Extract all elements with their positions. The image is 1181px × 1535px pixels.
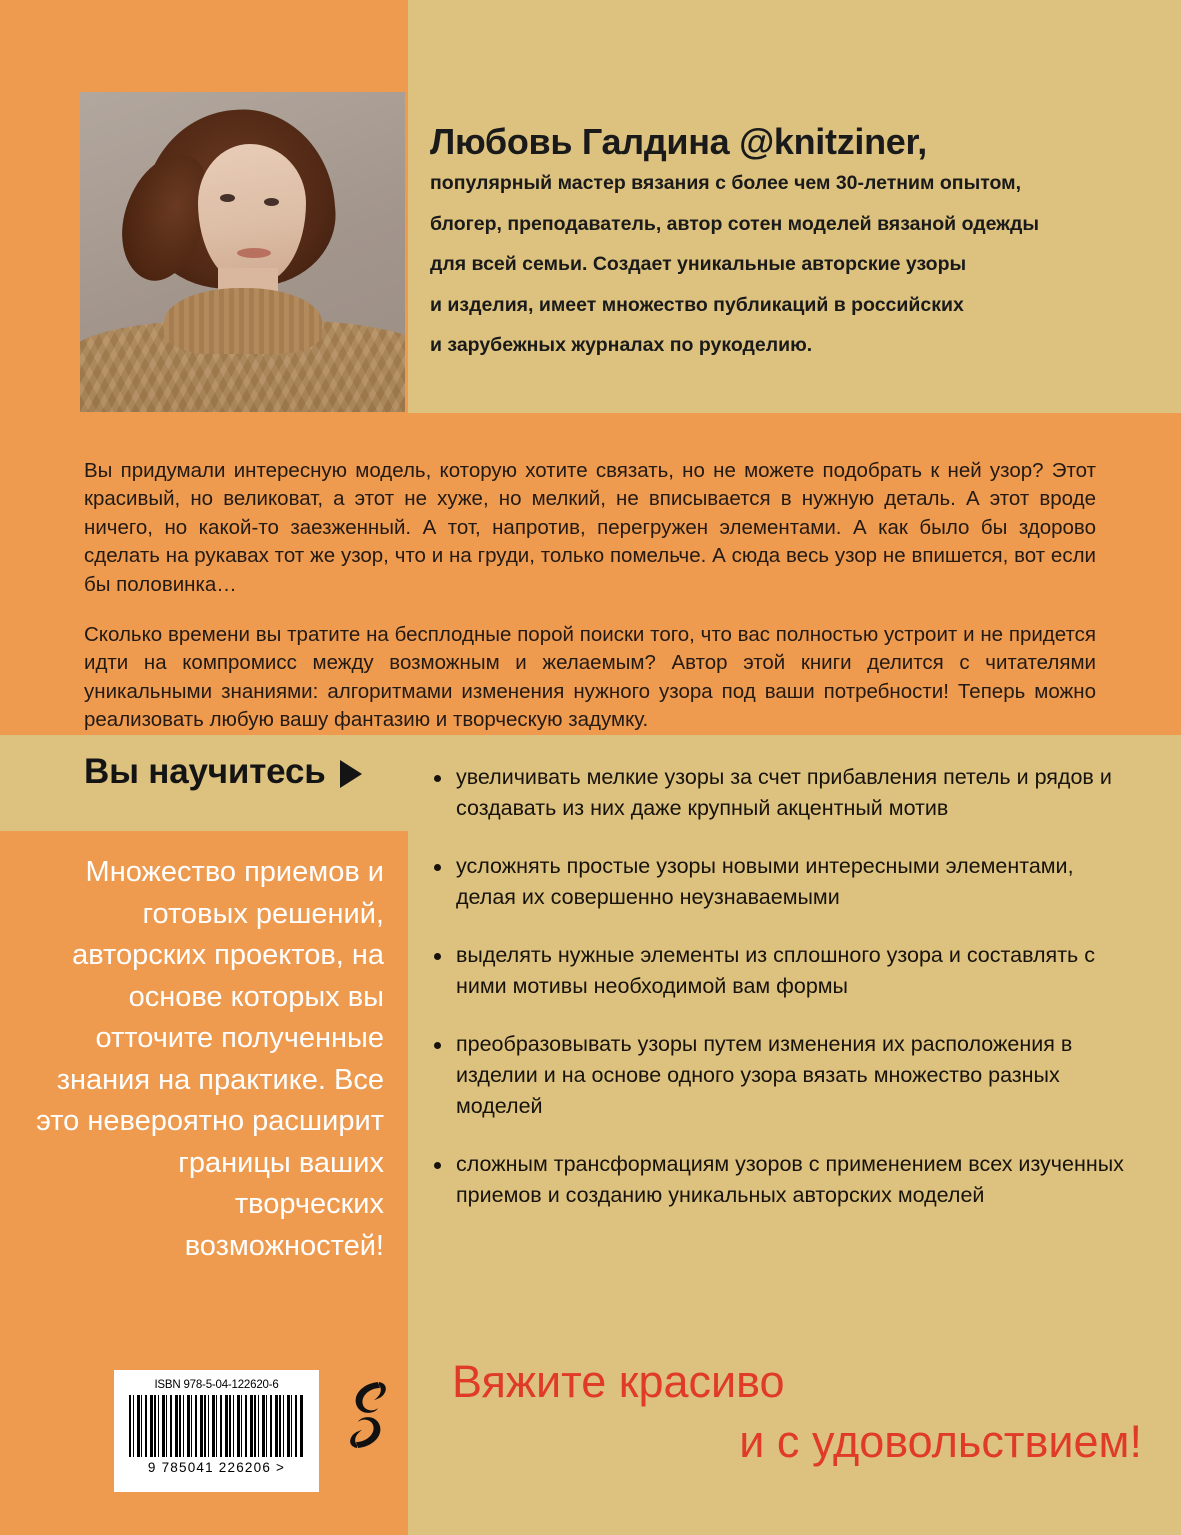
barcode-digits: 9 785041 226206 >: [147, 1460, 286, 1475]
tagline-line-1: Вяжите красиво: [452, 1356, 785, 1407]
learn-header-label: Вы научитесь: [84, 752, 326, 791]
triangle-right-icon: [340, 760, 362, 788]
author-blurb-line: и зарубежных журналах по рукоделию.: [430, 334, 813, 357]
photo-turtleneck-collar: [164, 288, 322, 354]
promo-text: Множество приемов и готовых решений, авторских проектов, на основе которых вы отточите полученные знания на практике. Все это невероятно расширит границы ваших творческих возможностей!: [36, 856, 384, 1262]
author-blurb-line: для всей семьи. Создает уникальные авторские узоры: [430, 253, 967, 276]
barcode-bars: [129, 1395, 304, 1457]
intro-paragraph-1: Вы придумали интересную модель, которую хотите связать, но не можете подобрать к ней узор? Этот красивый, но великоват, а этот не хуже, но мелкий, не вписывается в нужную деталь. А этот вроде ничего, но какой-то заезженный. А тот, напротив, перегружен элементами. А как было бы здорово сделать на рукавах тот же узор, что и на груди, только помельче. А сюда весь узор не впишется, вот если бы половинка…: [84, 458, 1096, 596]
photo-eye-right: [264, 198, 279, 206]
author-photo: [80, 92, 405, 412]
photo-mouth: [237, 248, 271, 258]
list-item: сложным трансформациям узоров с применением всех изученных приемов и созданию уникальных авторских моделей: [432, 1149, 1132, 1211]
eksmo-swirl-logo-icon: [338, 1376, 398, 1454]
author-blurb: [430, 122, 1120, 377]
learn-header: [84, 752, 362, 792]
author-blurb-line: блогер, преподаватель, автор сотен моделей вязаной одежды: [430, 212, 1040, 235]
list-item: увеличивать мелкие узоры за счет прибавления петель и рядов и создавать из них даже крупный акцентный мотив: [432, 762, 1132, 824]
intro-paragraph-2: Сколько времени вы тратите на бесплодные порой поиски того, что вас полностью устроит и не придется идти на компромисс между возможным и желаемым? Автор этой книги делится с читателями уникальными знаниями: алгоритмами изменения нужного узора под ваши потребности! Теперь можно реализовать любую вашу фантазию и творческую задумку.: [84, 622, 1096, 731]
isbn-label: ISBN 978-5-04-122620-6: [154, 1379, 279, 1391]
list-item: усложнять простые узоры новыми интересными элементами, делая их совершенно неузнаваемыми: [432, 851, 1132, 913]
author-blurb-line: и изделия, имеет множество публикаций в российских: [430, 293, 964, 316]
photo-face: [198, 144, 306, 284]
author-name: Любовь Галдина @knitziner,: [430, 121, 927, 162]
learn-list: [432, 762, 1132, 1238]
list-item: преобразовывать узоры путем изменения их расположения в изделии и на основе одного узора вязать множество разных моделей: [432, 1029, 1132, 1122]
photo-eye-left: [220, 194, 235, 202]
list-item: выделять нужные элементы из сплошного узора и составлять с ними мотивы необходимой вам формы: [432, 940, 1132, 1002]
author-blurb-line: популярный мастер вязания с более чем 30-летним опытом,: [430, 172, 1022, 195]
tagline: [452, 1352, 1142, 1472]
isbn-barcode: [114, 1370, 319, 1492]
tagline-line-2: и с удовольствием!: [739, 1416, 1142, 1467]
